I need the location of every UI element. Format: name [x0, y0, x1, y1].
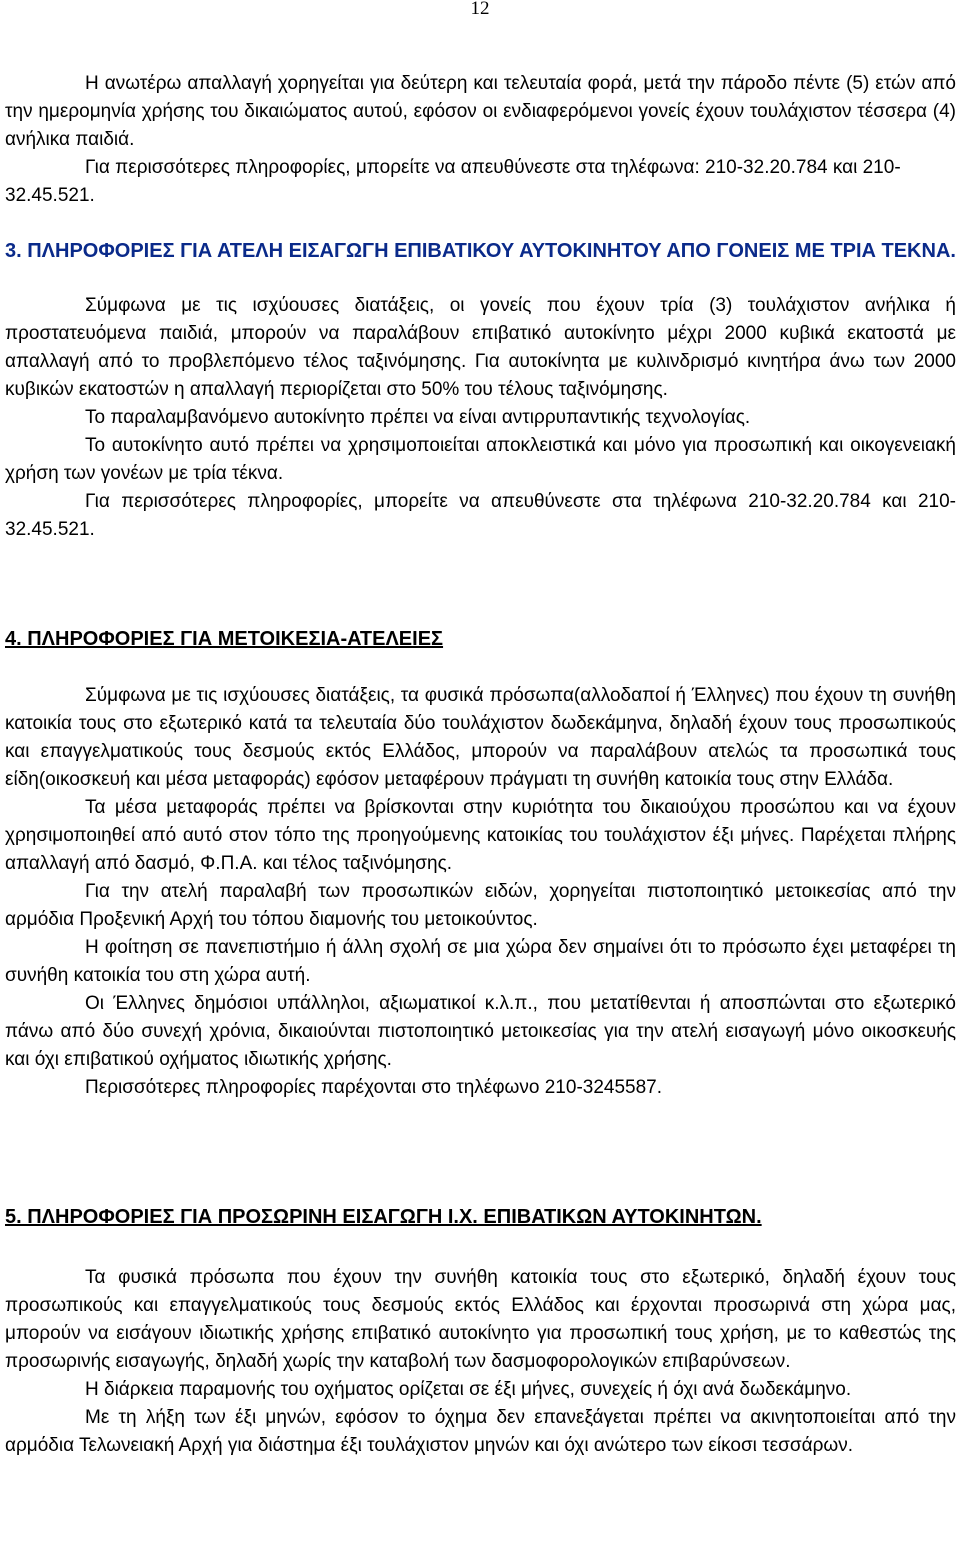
paragraph: Περισσότερες πληροφορίες παρέχονται στο τηλέφωνο 210-3245587.	[85, 1077, 663, 1098]
section-2-continuation	[5, 70, 956, 210]
section-4	[5, 626, 956, 1102]
paragraph: Για την ατελή παραλαβή των προσωπικών ειδών, χορηγείται πιστοποιητικό μετοικεσίας από την αρμόδια Προξενική Αρχή του τόπου διαμονής του μετοικούντος.	[5, 881, 956, 930]
section-heading: 3. ΠΛΗΡΟΦΟΡΙΕΣ ΓΙΑ ΑΤΕΛΗ ΕΙΣΑΓΩΓΗ ΕΠΙΒΑΤΙΚΟΥ ΑΥΤΟΚΙΝΗΤΟΥ ΑΠΟ ΓΟΝΕΙΣ ΜΕ ΤΡΙΑ ΤΕΚΝΑ.	[5, 240, 956, 262]
paragraph: Το παραλαμβανόμενο αυτοκίνητο πρέπει να είναι αντιρρυπαντικής τεχνολογίας.	[85, 407, 751, 428]
paragraph: Για περισσότερες πληροφορίες, μπορείτε να απευθύνεστε στα τηλέφωνα 210-32.20.784 και 210-32.45.521.	[5, 491, 956, 540]
page-number: 12	[470, 0, 490, 19]
paragraph: Η φοίτηση σε πανεπιστήμιο ή άλλη σχολή σε μια χώρα δεν σημαίνει ότι το πρόσωπο έχει μεταφέρει τη συνήθη κατοικία του στη χώρα αυτή.	[5, 937, 956, 986]
section-5	[5, 1204, 956, 1460]
paragraph: Η ανωτέρω απαλλαγή χορηγείται για δεύτερη και τελευταία φορά, μετά την πάροδο πέντε (5) ετών από την ημερομηνία χρήσης του δικαιώματος αυτού, εφόσον οι ενδιαφερόμενοι γονείς έχουν τουλάχιστον τέσσερα (4) ανήλικα παιδιά.	[5, 73, 956, 150]
paragraph: Για περισσότερες πληροφορίες, μπορείτε να απευθύνεστε στα τηλέφωνα: 210-32.20.784 και 210-32.45.521.	[5, 157, 901, 206]
paragraph: Τα μέσα μεταφοράς πρέπει να βρίσκονται στην κυριότητα του δικαιούχου προσώπου και να έχουν χρησιμοποιηθεί από αυτό στον τόπο της προηγούμενης κατοικίας του τουλάχιστον έξι μήνες. Παρέχεται πλήρης απαλλαγή από δασμό, Φ.Π.Α. και τέλος ταξινόμησης.	[5, 797, 956, 874]
paragraph: Σύμφωνα με τις ισχύουσες διατάξεις, οι γονείς που έχουν τρία (3) τουλάχιστον ανήλικα ή προστατευόμενα παιδιά, μπορούν να παραλάβουν επιβατικό αυτοκίνητο μέχρι 2000 κυβικά εκατοστά με απαλλαγή από το προβλεπόμενο τέλος ταξινόμησης. Για αυτοκίνητα με κυλινδρισμό κινητήρα άνω των 2000 κυβικών εκατοστών η απαλλαγή περιορίζεται στο 50% του τέλους ταξινόμησης.	[5, 295, 956, 400]
paragraph: Οι Έλληνες δημόσιοι υπάλληλοι, αξιωματικοί κ.λ.π., που μετατίθενται ή αποσπώνται στο εξωτερικό πάνω από δύο συνεχή χρόνια, δικαιούνται πιστοποιητικό μετοικεσίας για την ατελή εισαγωγή μόνο οικοσκευής και όχι επιβατικού οχήματος ιδιωτικής χρήσης.	[5, 993, 956, 1070]
paragraph: Η διάρκεια παραμονής του οχήματος ορίζεται σε έξι μήνες, συνεχείς ή όχι ανά δωδεκάμηνο.	[85, 1379, 852, 1400]
paragraph: Με τη λήξη των έξι μηνών, εφόσον το όχημα δεν επανεξάγεται πρέπει να ακινητοποιείται από την αρμόδια Τελωνειακή Αρχή για διάστημα έξι τουλάχιστον μηνών και όχι ανώτερο των είκοσι τεσσάρων.	[5, 1407, 956, 1456]
paragraph: Τα φυσικά πρόσωπα που έχουν την συνήθη κατοικία τους στο εξωτερικό, δηλαδή έχουν τους προσωπικούς και επαγγελματικούς τους δεσμούς εκτός Ελλάδος και έρχονται προσωρινά στη χώρα μας, μπορούν να εισάγουν ιδιωτικής χρήσης επιβατικό αυτοκίνητο για προσωπική τους χρήση, με το καθεστώς της προσωρινής εισαγωγής, δηλαδή χωρίς την καταβολή των δασμοφορολογικών επιβαρύνσεων.	[5, 1267, 956, 1372]
section-3	[5, 238, 956, 544]
section-heading: 5. ΠΛΗΡΟΦΟΡΙΕΣ ΓΙΑ ΠΡΟΣΩΡΙΝΗ ΕΙΣΑΓΩΓΗ Ι.Χ. ΕΠΙΒΑΤΙΚΩΝ ΑΥΤΟΚΙΝΗΤΩΝ.	[5, 1206, 762, 1228]
section-heading: 4. ΠΛΗΡΟΦΟΡΙΕΣ ΓΙΑ ΜΕΤΟΙΚΕΣΙΑ-ΑΤΕΛΕΙΕΣ	[5, 628, 444, 650]
paragraph: Σύμφωνα με τις ισχύουσες διατάξεις, τα φυσικά πρόσωπα(αλλοδαποί ή Έλληνες) που έχουν τη συνήθη κατοικία τους στο εξωτερικό κατά τα τελευταία δύο τουλάχιστον δωδεκάμηνα, δηλαδή έχουν τους προσωπικούς και επαγγελματικούς τους δεσμούς εκτός Ελλάδος, μπορούν να παραλάβουν ατελώς τα προσωπικά τους είδη(οικοσκευή και μέσα μεταφοράς) εφόσον μεταφέρουν πράγματι τη συνήθη κατοικία τους στην Ελλάδα.	[5, 685, 956, 790]
paragraph: Το αυτοκίνητο αυτό πρέπει να χρησιμοποιείται αποκλειστικά και μόνο για προσωπική και οικογενειακή χρήση των γονέων με τρία τέκνα.	[5, 435, 956, 484]
